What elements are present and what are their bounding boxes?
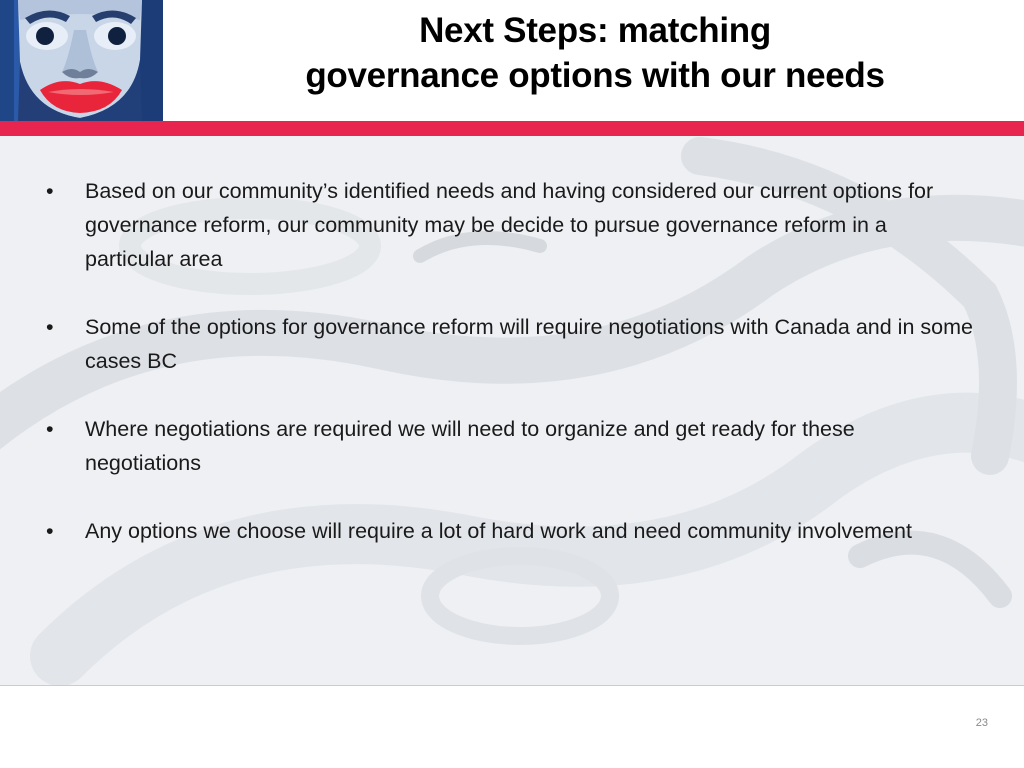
bullet-item: [46, 412, 976, 480]
slide-title-line-2: governance options with our needs: [305, 56, 885, 95]
panel-divider: [0, 685, 1024, 686]
bullet-icon: •: [46, 179, 54, 203]
carved-mask-image: [0, 0, 163, 121]
bullet-list: [46, 174, 976, 582]
accent-bar: [0, 121, 1024, 136]
bullet-item: [46, 514, 976, 548]
bullet-text: Any options we choose will require a lot of hard work and need community involvement: [85, 519, 912, 543]
bullet-icon: •: [46, 519, 54, 543]
bullet-item: [46, 174, 976, 276]
bullet-icon: •: [46, 417, 54, 441]
slide-title: [200, 8, 990, 98]
bullet-item: [46, 310, 976, 378]
bullet-text: Where negotiations are required we will need to organize and get ready for these negotiations: [85, 417, 855, 475]
bullet-icon: •: [46, 315, 54, 339]
page-number: 23: [975, 717, 988, 729]
slide-title-line-1: Next Steps: matching: [419, 11, 771, 50]
bullet-text: Based on our community’s identified needs and having considered our current options for governance reform, our community may be decide to pursue governance reform in a particular area: [85, 179, 934, 271]
bullet-text: Some of the options for governance reform will require negotiations with Canada and in some cases BC: [85, 315, 973, 373]
